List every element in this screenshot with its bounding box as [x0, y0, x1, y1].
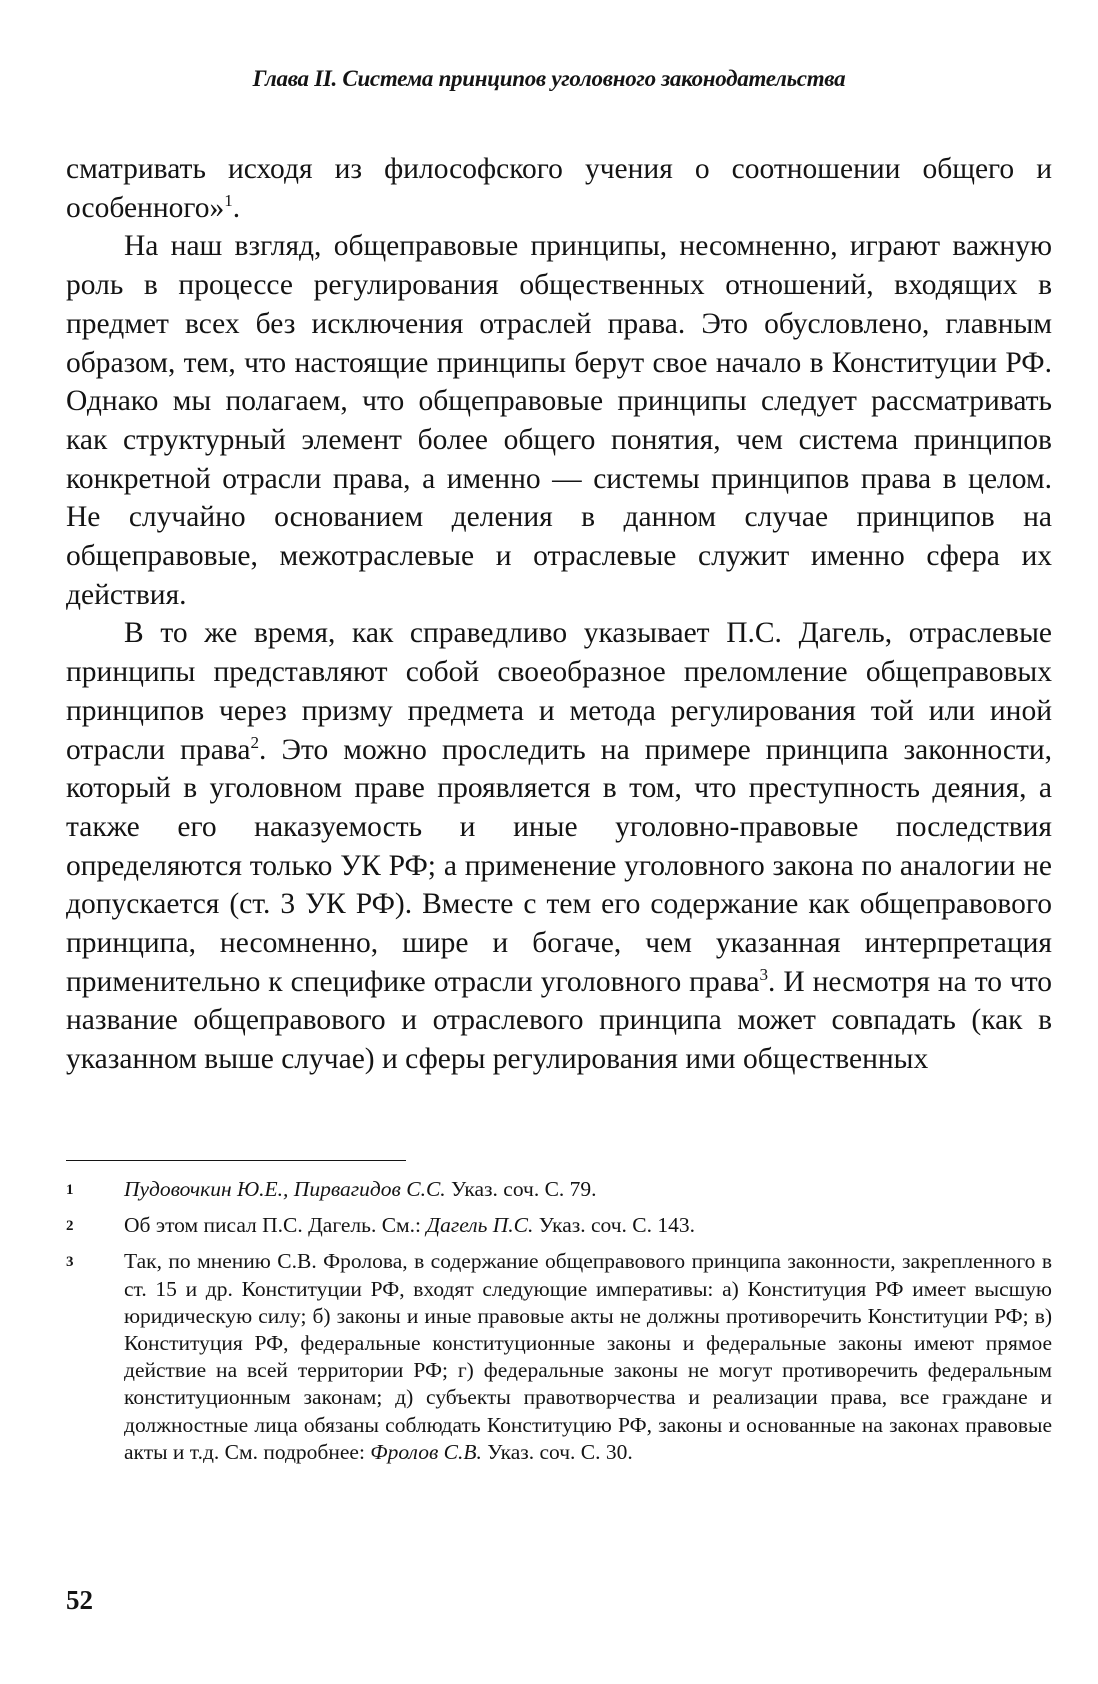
- footnotes: [66, 1176, 1052, 1474]
- footnote-author: Пудовочкин Ю.Е., Пирвагидов С.С.: [124, 1177, 446, 1201]
- footnote-number: 2: [66, 1218, 74, 1235]
- paragraph: [66, 614, 1052, 1078]
- paragraph-continuation: [66, 150, 1052, 227]
- footnote: [66, 1248, 1052, 1466]
- footnote-author: Дагель П.С.: [426, 1213, 534, 1238]
- running-header: Глава II. Система принципов уголовного законодательства: [252, 66, 846, 91]
- footnote-author: Фролов С.В.: [370, 1439, 482, 1464]
- footnote-ref[interactable]: 1: [224, 190, 233, 210]
- footnote-number: 1: [66, 1182, 74, 1198]
- footnote: [66, 1212, 1052, 1240]
- footnote-lead: Об этом писал П.С. Дагель. См.:: [124, 1213, 427, 1238]
- paragraph-tail: .: [232, 191, 241, 224]
- footnote-citation: Указ. соч. С. 30.: [481, 1439, 633, 1464]
- footnote: [66, 1176, 1052, 1204]
- paragraph-text: . И несмотря на то что название общеправового и отраслевого принципа может совпадать (как в указанном выше случае) и сферы регулирования ими общественных: [66, 965, 1052, 1076]
- footnote-ref[interactable]: 3: [759, 964, 769, 984]
- page-number: 52: [66, 1585, 93, 1615]
- footnote-number: 3: [66, 1254, 74, 1271]
- paragraph-text: В то же время, как справедливо указывает П.С. Дагель, отраслевые принципы представляют собой своеобразное преломление общеправовых принципов через призму предмета и метода регулирования той или иной отрасли права: [66, 617, 1052, 766]
- footnote-ref[interactable]: 2: [250, 732, 259, 752]
- footnote-lead: Так, по мнению С.В. Фролова, в содержание общеправового принципа законности, закрепленного в ст. 15 и др. Конституции РФ, входят следующие императивы: а) Конституция РФ имеет высшую юридическую силу; б) законы и иные правовые акты не должны противоречить Конституции РФ; в) Конституция РФ, федеральные конституционные законы и федеральные законы имеют прямое действие на всей территории РФ; г) федеральные законы не могут противоречить федеральным конституционным законам; д) субъекты правотворчества и реализации права, все граждане и должностные лица обязаны соблюдать Конституцию РФ, законы и основанные на законах правовые акты и т.д. См. подробнее:: [124, 1249, 1052, 1464]
- footnote-text: [124, 1176, 1052, 1204]
- main-text: [66, 150, 1052, 1079]
- footnote-citation: Указ. соч. С. 79.: [445, 1177, 597, 1201]
- footnote-separator: [66, 1160, 406, 1161]
- footnote-citation: Указ. соч. С. 143.: [533, 1213, 696, 1238]
- paragraph-text: . Это можно проследить на примере принципа законности, который в уголовном праве проявляется в том, что преступность деяния, а также его наказуемость и иные уголовно-правовые последствия определяются только УК РФ; а применение уголовного закона по аналогии не допускается (ст. 3 УК РФ). Вместе с тем его содержание как общеправового принципа, несомненно, шире и богаче, чем указанная интерпретация применительно к специфике отрасли уголовного права: [66, 733, 1052, 998]
- footnote-text: [124, 1212, 1052, 1240]
- paragraph-text: сматривать исходя из философского учения о соотношении общего и особенного»: [66, 153, 1052, 224]
- paragraph: На наш взгляд, общеправовые принципы, несомненно, играют важную роль в процессе регулирования общественных отношений, входящих в предмет всех без исключения отраслей права. Это обусловлено, главным образом, тем, что настоящие принципы берут свое начало в Конституции РФ. Однако мы полагаем, что общеправовые принципы следует рассматривать как структурный элемент более общего понятия, чем система принципов конкретной отрасли права, а именно — системы принципов права в целом. Не случайно основанием деления в данном случае принципов на общеправовые, межотраслевые и отраслевые служит именно сфера их действия.: [66, 230, 1052, 611]
- footnote-text: [124, 1248, 1052, 1466]
